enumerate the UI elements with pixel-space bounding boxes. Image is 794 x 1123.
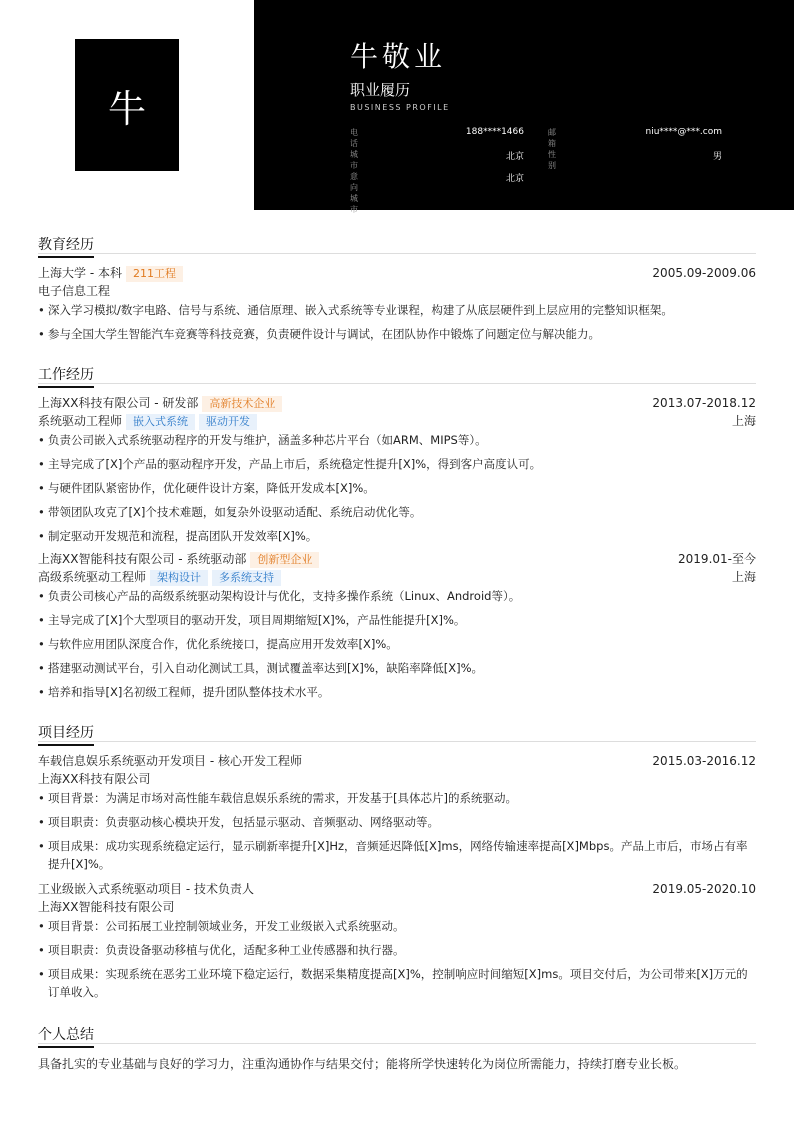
list-item: • 参与全国大学生智能汽车竞赛等科技竞赛，负责硬件设计与调试，在团队协作中锻炼了问题定位与解决能力。 bbox=[38, 325, 756, 343]
section-title: 项目经历 bbox=[38, 722, 94, 746]
section-divider bbox=[38, 1043, 756, 1044]
info-label: 意向城市 bbox=[350, 172, 358, 214]
project-company: 上海XX智能科技有限公司 bbox=[38, 900, 175, 914]
project-header-row bbox=[38, 752, 756, 770]
list-item: • 主导完成了[X]个产品的驱动程序开发，产品上市后，系统稳定性提升[X]%，得到客户高度认可。 bbox=[38, 455, 756, 473]
list-item: • 负责公司嵌入式系统驱动程序的开发与维护，涵盖多种芯片平台（如ARM、MIPS等）。 bbox=[38, 431, 756, 449]
info-label: 邮箱 bbox=[548, 128, 556, 148]
section-divider bbox=[38, 741, 756, 742]
list-item: • 项目职责：负责驱动核心模块开发，包括显示驱动、音频驱动、网络驱动等。 bbox=[38, 813, 756, 831]
job-position-row bbox=[38, 412, 756, 430]
list-item: • 培养和指导[X]名初级工程师，提升团队整体技术水平。 bbox=[38, 683, 756, 701]
skill-tag: 驱动开发 bbox=[199, 414, 257, 430]
info-label: 性别 bbox=[548, 150, 556, 170]
list-item: • 深入学习模拟/数字电路、信号与系统、通信原理、嵌入式系统等专业课程，构建了从底层硬件到上层应用的完整知识框架。 bbox=[38, 301, 756, 319]
info-label: 城市 bbox=[350, 150, 358, 170]
project-name: 车载信息娱乐系统驱动开发项目 - 核心开发工程师 bbox=[38, 754, 302, 768]
info-value: 188****1466 bbox=[465, 127, 524, 137]
list-item: • 带领团队攻克了[X]个技术难题，如复杂外设驱动适配、系统启动优化等。 bbox=[38, 503, 756, 521]
profile-panel bbox=[254, 0, 794, 214]
school-name: 上海大学 - 本科 bbox=[38, 266, 122, 280]
list-item: • 项目职责：负责设备驱动移植与优化，适配多种工业传感器和执行器。 bbox=[38, 941, 756, 959]
projects-section bbox=[38, 722, 756, 1012]
section-divider bbox=[38, 253, 756, 254]
major: 电子信息工程 bbox=[38, 284, 111, 298]
company-name: 上海XX智能科技有限公司 - 系统驱动部 bbox=[38, 552, 247, 566]
education-section bbox=[38, 234, 756, 354]
info-value: 北京 bbox=[505, 152, 524, 162]
summary-text: 具备扎实的专业基础与良好的学习力，注重沟通协作与结果交付；能将所学快速转化为岗位所需能力，持续打磨专业长板。 bbox=[38, 1057, 687, 1071]
job-header-row bbox=[38, 394, 756, 412]
list-item: • 项目背景：公司拓展工业控制领域业务，开发工业级嵌入式系统驱动。 bbox=[38, 917, 756, 935]
job-city: 上海 bbox=[731, 414, 756, 428]
list-item: • 负责公司核心产品的高级系统驱动架构设计与优化，支持多操作系统（Linux、Android等）。 bbox=[38, 587, 756, 605]
job-position: 高级系统驱动工程师 bbox=[38, 570, 147, 584]
job-date: 2013.07-2018.12 bbox=[652, 396, 756, 410]
list-item: • 项目成果：实现系统在恶劣工业环境下稳定运行，数据采集精度提高[X]%，控制响应时间缩短[X]ms。项目交付后，为公司带来[X]万元的订单收入。 bbox=[38, 965, 756, 1001]
avatar: 牛 bbox=[75, 39, 179, 171]
section-divider bbox=[38, 383, 756, 384]
project-date: 2019.05-2020.10 bbox=[652, 882, 756, 896]
summary-section bbox=[38, 1024, 756, 1084]
list-item: • 制定驱动开发规范和流程，提高团队开发效率[X]%。 bbox=[38, 527, 756, 545]
project-date: 2015.03-2016.12 bbox=[652, 754, 756, 768]
job-header-row bbox=[38, 550, 756, 568]
education-header-row bbox=[38, 264, 756, 282]
job-position: 系统驱动工程师 bbox=[38, 414, 123, 428]
list-item: • 与硬件团队紧密协作，优化硬件设计方案，降低开发成本[X]%。 bbox=[38, 479, 756, 497]
info-value: 男 bbox=[712, 152, 722, 162]
project-name: 工业级嵌入式系统驱动项目 - 技术负责人 bbox=[38, 882, 254, 896]
profile-subtitle-en: BUSINESS PROFILE bbox=[350, 103, 450, 112]
skill-tag: 多系统支持 bbox=[212, 570, 281, 586]
info-value: niu****@***.com bbox=[645, 127, 722, 137]
job-date: 2019.01-至今 bbox=[678, 552, 756, 566]
profile-subtitle: 职业履历 bbox=[350, 81, 411, 99]
job-city: 上海 bbox=[731, 570, 756, 584]
education-date: 2005.09-2009.06 bbox=[652, 266, 756, 280]
project-company: 上海XX科技有限公司 bbox=[38, 772, 151, 786]
list-item: • 项目成果：成功实现系统稳定运行，显示刷新率提升[X]Hz，音频延迟降低[X]ms，网络传输速率提高[X]Mbps。产品上市后，市场占有率提升[X]%。 bbox=[38, 837, 756, 873]
company-name: 上海XX科技有限公司 - 研发部 bbox=[38, 396, 199, 410]
list-item: • 主导完成了[X]个大型项目的驱动开发，项目周期缩短[X]%，产品性能提升[X]%。 bbox=[38, 611, 756, 629]
company-tag: 高新技术企业 bbox=[202, 396, 282, 412]
section-title: 个人总结 bbox=[38, 1024, 94, 1048]
list-item: • 搭建驱动测试平台，引入自动化测试工具，测试覆盖率达到[X]%，缺陷率降低[X]%。 bbox=[38, 659, 756, 677]
info-value: 北京 bbox=[505, 174, 524, 184]
section-title: 教育经历 bbox=[38, 234, 94, 258]
job-position-row bbox=[38, 568, 756, 586]
info-label: 电话 bbox=[350, 128, 358, 148]
section-title: 工作经历 bbox=[38, 364, 94, 388]
work-section bbox=[38, 364, 756, 709]
list-item: • 项目背景：为满足市场对高性能车载信息娱乐系统的需求，开发基于[具体芯片]的系统驱动。 bbox=[38, 789, 756, 807]
skill-tag: 架构设计 bbox=[150, 570, 208, 586]
school-tag: 211工程 bbox=[126, 266, 183, 282]
candidate-name: 牛敬业 bbox=[350, 40, 447, 73]
project-header-row bbox=[38, 880, 756, 898]
list-item: • 与软件应用团队深度合作，优化系统接口，提高应用开发效率[X]%。 bbox=[38, 635, 756, 653]
resume-header bbox=[0, 0, 794, 214]
skill-tag: 嵌入式系统 bbox=[126, 414, 195, 430]
company-tag: 创新型企业 bbox=[250, 552, 319, 568]
